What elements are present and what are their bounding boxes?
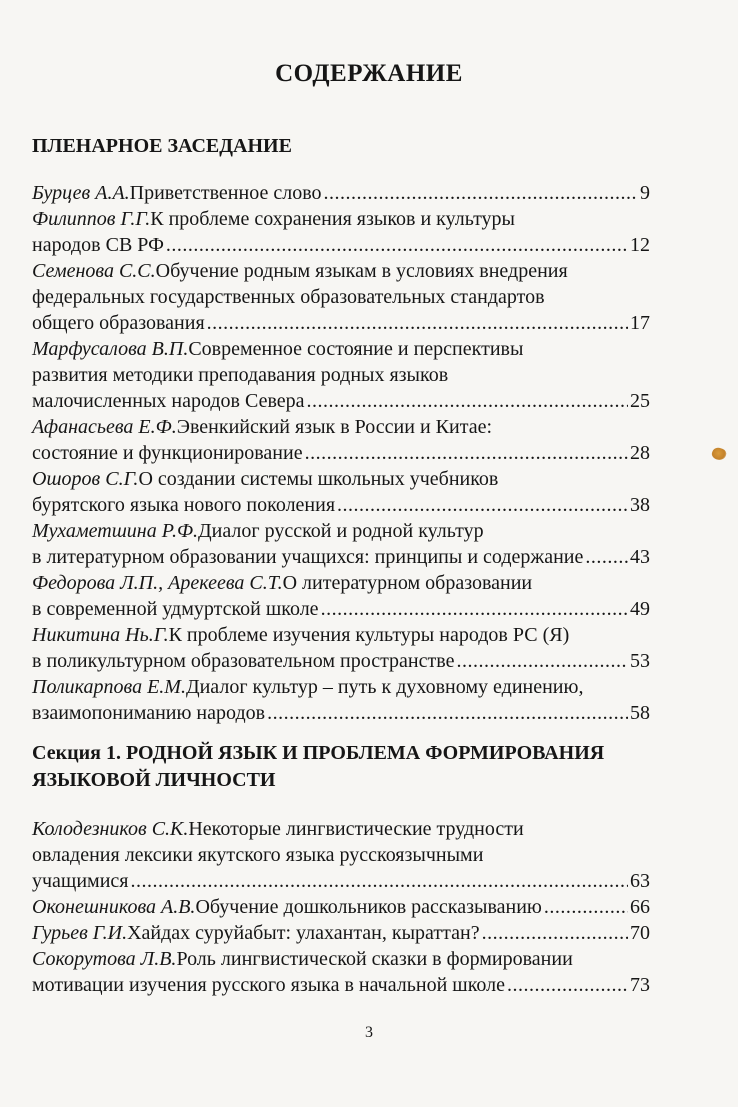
- section-heading-1: [32, 740, 692, 794]
- leader-dots: [544, 894, 628, 920]
- page-number: 3: [365, 1024, 373, 1041]
- entry-page-number: 49: [630, 598, 650, 620]
- entry-page-number: 43: [630, 546, 650, 568]
- entry-page-number: 17: [630, 312, 650, 334]
- entry-title-line: О создании системы школьных учебников: [138, 468, 499, 490]
- toc-entry[interactable]: [32, 674, 650, 726]
- leader-dots: [207, 310, 628, 336]
- entry-title-line: Диалог русской и родной культур: [198, 520, 484, 542]
- entry-author: Поликарпова Е.М.: [32, 676, 186, 698]
- entry-title-line: взаимопониманию народов: [32, 702, 266, 724]
- toc-entry[interactable]: [32, 570, 650, 622]
- entry-author: Афанасьева Е.Ф.: [32, 416, 177, 438]
- entry-title-line: Обучение дошкольников рассказыванию: [195, 896, 542, 918]
- leader-dots: [307, 388, 628, 414]
- entry-title-line: в современной удмуртской школе: [32, 598, 319, 620]
- leader-dots: [456, 648, 628, 674]
- toc-entry[interactable]: [32, 946, 650, 998]
- paper-stain: [710, 446, 727, 462]
- entry-author: Никитина Нь.Г.: [32, 624, 169, 646]
- entry-title-line: учащимися: [32, 870, 129, 892]
- entry-title-line: Обучение родным языкам в условиях внедрения: [155, 260, 568, 282]
- section-heading-line: Секция 1. РОДНОЙ ЯЗЫК И ПРОБЛЕМА ФОРМИРОВАНИЯ: [32, 742, 605, 764]
- toc-entry[interactable]: [32, 894, 650, 920]
- entry-title-line: овладения лексики якутского языка русскоязычными: [32, 844, 484, 866]
- entry-title-line: федеральных государственных образовательных стандартов: [32, 286, 545, 308]
- entry-author: Сокорутова Л.В.: [32, 948, 177, 970]
- page-title: СОДЕРЖАНИЕ: [275, 60, 463, 87]
- toc-entry[interactable]: [32, 816, 650, 894]
- entry-title-line: К проблеме сохранения языков и культуры: [150, 208, 515, 230]
- entry-author: Оконешникова А.В.: [32, 896, 196, 918]
- leader-dots: [507, 972, 628, 998]
- entry-title-line: общего образования: [32, 312, 205, 334]
- leader-dots: [130, 868, 628, 894]
- toc-entry[interactable]: [32, 466, 650, 518]
- leader-dots: [585, 544, 628, 570]
- toc-entry[interactable]: [32, 206, 650, 258]
- entry-page-number: 73: [630, 974, 650, 996]
- entry-author: Филиппов Г.Г.: [32, 208, 151, 230]
- entry-title-line: в поликультурном образовательном пространстве: [32, 650, 455, 672]
- leader-dots: [305, 440, 628, 466]
- entry-title-line: бурятского языка нового поколения: [32, 494, 336, 516]
- leader-dots: [166, 232, 628, 258]
- entry-title-line: Хайдах суруйабыт: улахантан, кыраттан?: [127, 922, 480, 944]
- entry-title-line: Некоторые лингвистические трудности: [188, 818, 524, 840]
- toc-entry[interactable]: [32, 414, 650, 466]
- entry-author: Колодезников С.К.: [32, 818, 189, 840]
- entry-title-line: Эвенкийский язык в России и Китае:: [176, 416, 493, 438]
- entry-page-number: 28: [630, 442, 650, 464]
- entry-author: Ошоров С.Г.: [32, 468, 139, 490]
- toc-entry[interactable]: [32, 920, 650, 946]
- entry-title-line: малочисленных народов Севера: [32, 390, 305, 412]
- entry-page-number: 38: [630, 494, 650, 516]
- entry-page-number: 63: [630, 870, 650, 892]
- entry-title-line: в литературном образовании учащихся: принципы и содержание: [32, 546, 584, 568]
- toc-entry[interactable]: [32, 336, 650, 414]
- entry-page-number: 25: [630, 390, 650, 412]
- leader-dots: [337, 492, 628, 518]
- entry-title-line: Приветственное слово: [129, 182, 322, 204]
- entry-author: Семенова С.С.: [32, 260, 156, 282]
- entry-page-number: 12: [630, 234, 650, 256]
- entry-title-line: мотивации изучения русского языка в начальной школе: [32, 974, 505, 996]
- entry-author: Гурьев Г.И.: [32, 922, 128, 944]
- toc-entry[interactable]: [32, 622, 650, 674]
- entry-title-line: развития методики преподавания родных языков: [32, 364, 449, 386]
- section-heading-line: ЯЗЫКОВОЙ ЛИЧНОСТИ: [32, 769, 276, 791]
- entry-title-line: состояние и функционирование: [32, 442, 303, 464]
- section-heading-plenary: ПЛЕНАРНОЕ ЗАСЕДАНИЕ: [32, 135, 292, 157]
- toc-entry[interactable]: [32, 518, 650, 570]
- leader-dots: [267, 700, 628, 726]
- toc-entry[interactable]: [32, 180, 650, 206]
- entry-title-line: К проблеме изучения культуры народов РС (Я): [168, 624, 570, 646]
- leader-dots: [321, 596, 628, 622]
- entry-page-number: 66: [630, 896, 650, 918]
- entry-author: Мухаметшина Р.Ф.: [32, 520, 199, 542]
- entry-author: Марфусалова В.П.: [32, 338, 189, 360]
- entry-author: Федорова Л.П., Арекеева С.Т.: [32, 572, 283, 594]
- entry-page-number: 53: [630, 650, 650, 672]
- entry-page-number: 70: [630, 922, 650, 944]
- entry-author: Бурцев А.А.: [32, 182, 130, 204]
- entry-page-number: 9: [640, 182, 650, 204]
- entry-title-line: Современное состояние и перспективы: [188, 338, 524, 360]
- leader-dots: [324, 180, 638, 206]
- entry-title-line: Роль лингвистической сказки в формировании: [176, 948, 573, 970]
- entry-page-number: 58: [630, 702, 650, 724]
- leader-dots: [482, 920, 628, 946]
- entry-title-line: О литературном образовании: [282, 572, 533, 594]
- entry-title-line: Диалог культур – путь к духовному единению,: [185, 676, 584, 698]
- entry-title-line: народов СВ РФ: [32, 234, 164, 256]
- toc-entry[interactable]: [32, 258, 650, 336]
